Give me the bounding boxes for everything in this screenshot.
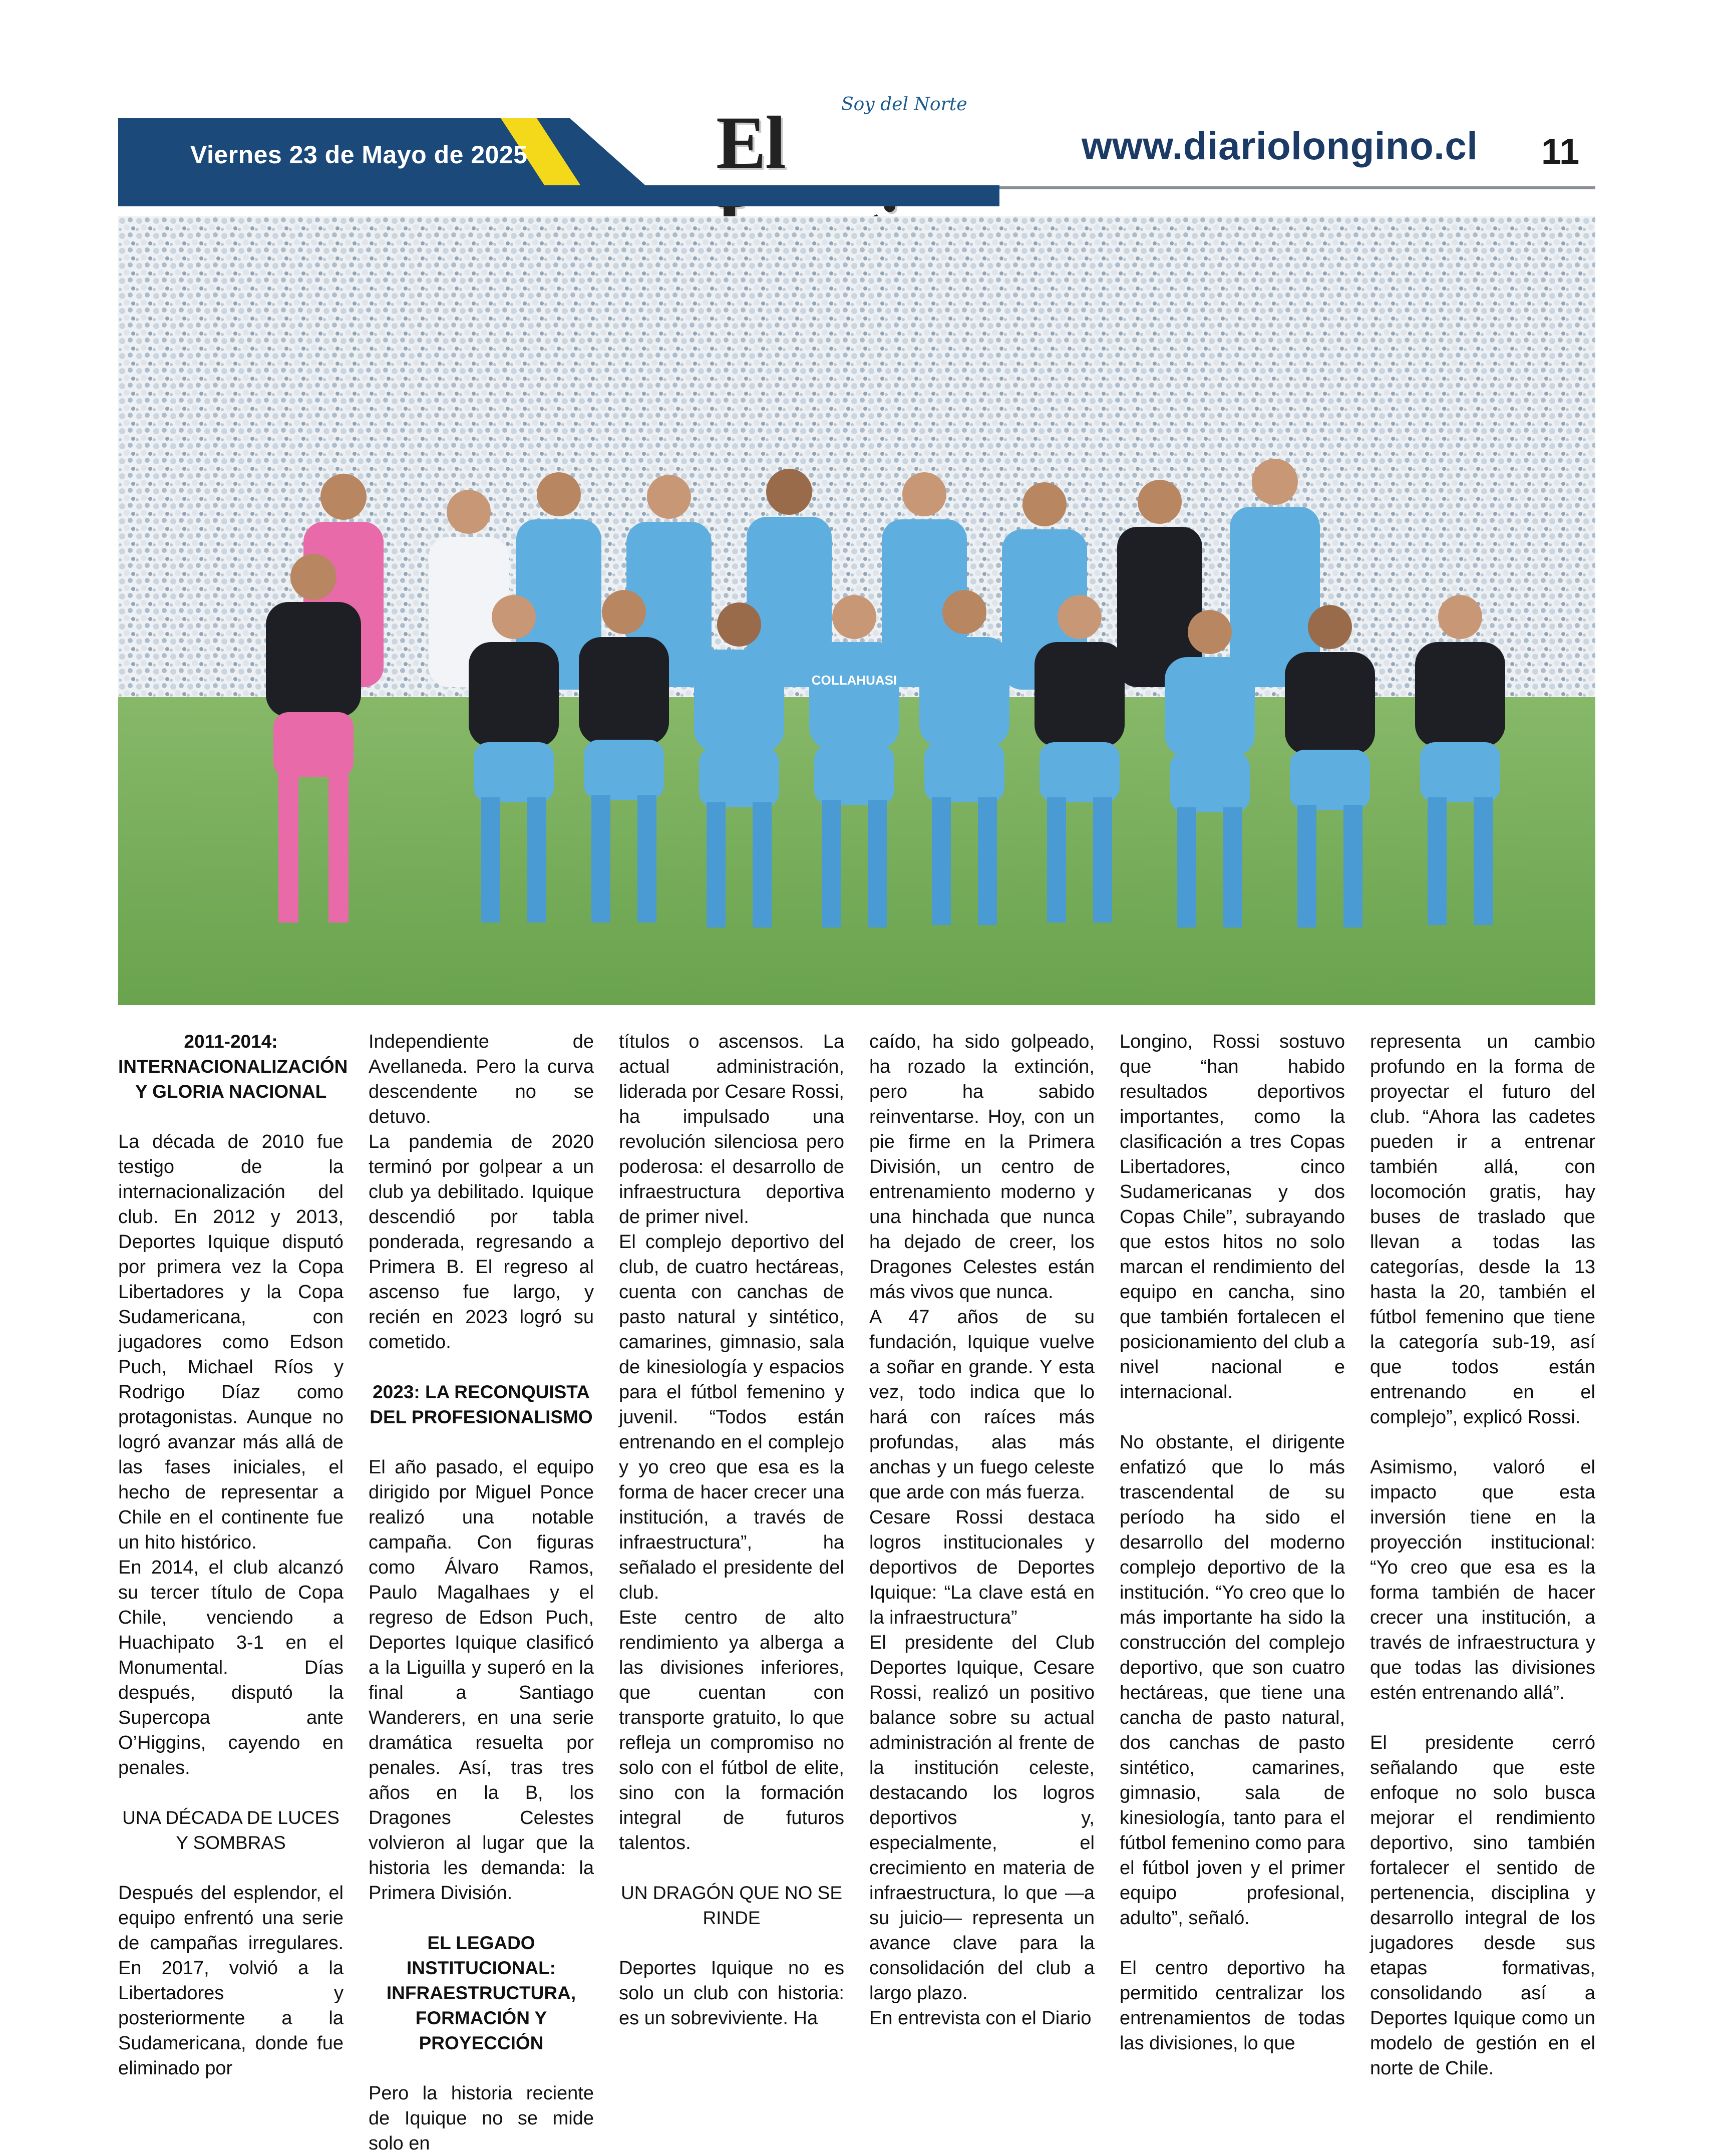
paragraph: títulos o ascensos. La actual administración, liderada por Cesare Rossi, ha impulsado una revolución silenciosa pero poderosa: el desarrollo de infraestructura deportiva de primer nivel. — [619, 1031, 844, 1227]
article-column-4 — [869, 1029, 1095, 2031]
paragraph: Después del esplendor, el equipo enfrentó una serie de campañas irregulares. En 2017, volvió a la Libertadores y posteriormente a la Sudamericana, donde fue eliminado por — [118, 1883, 344, 2079]
paragraph: En entrevista con el Diario — [869, 2008, 1092, 2029]
page-number: 11 — [1541, 132, 1580, 172]
paragraph: Deportes Iquique no es solo un club con historia: es un sobreviviente. Ha — [619, 1958, 844, 2029]
article-column-1 — [118, 1029, 348, 2081]
page-header — [0, 0, 1715, 210]
subheading-decada: UNA DÉCADA DE LUCES Y SOMBRAS — [122, 1807, 339, 1853]
header-rule-gray — [999, 186, 1595, 189]
paragraph: La década de 2010 fue testigo de la internacionalización del club. En 2012 y 2013, Deportes Iquique disputó por primera vez la Copa Libertadores y la Copa Sudamericana, con jugadores como Edson Puch, Michael Ríos y Rodrigo Díaz como protagonistas. Aunque no logró avanzar más allá de las fases iniciales, el hecho de representar a Chile en el continente fue un hito histórico. — [118, 1131, 344, 1553]
paragraph: caído, ha sido golpeado, ha rozado la extinción, pero ha sabido reinventarse. Hoy, con un pie firme en la Primera División, un centro de entrenamiento moderno y una hinchada que nunca ha dejado de creer, los Dragones Celestes están más vivos que nunca. — [869, 1031, 1095, 1303]
logo-tagline: Soy del Norte — [841, 94, 967, 115]
subheading-internacionalizacion: 2011-2014: INTERNACIONALIZACIÓN Y GLORIA NACIONAL — [118, 1031, 348, 1102]
team-photo-illustration — [118, 216, 1595, 1005]
paragraph: Cesare Rossi destaca logros institucionales y deportivos de Deportes Iquique: “La clave está en la infraestructura” — [869, 1507, 1095, 1628]
issue-date: Viernes 23 de Mayo de 2025 — [190, 141, 528, 169]
paragraph: A 47 años de su fundación, Iquique vuelve a soñar en grande. Y esta vez, todo indica que lo hará con raíces más profundas, alas más anchas y un fuego celeste que arde con más fuerza. — [869, 1307, 1095, 1503]
article-column-3 — [619, 1029, 844, 2031]
logo-wordmark: El — [716, 101, 785, 184]
article-column-2 — [369, 1029, 594, 2156]
paragraph: representa un cambio profundo en la forma de proyectar el futuro del club. “Ahora las cadetes pueden ir a entrenar también allá, con locomoción gratis, hay buses de traslado que llevan a todas las categorías, desde la 13 hasta la 20, también el fútbol femenino que tiene la categoría sub-19, así que todos están entrenando en el complejo”, explicó Rossi. — [1370, 1031, 1595, 1428]
paragraph: Pero la historia reciente de Iquique no se mide solo en — [369, 2083, 594, 2154]
subheading-dragon: UN DRAGÓN QUE NO SE RINDE — [621, 1883, 842, 1928]
paragraph: El complejo deportivo del club, de cuatro hectáreas, cuenta con canchas de pasto natural y sintético, camarines, gimnasio, sala de kinesiología y espacios para el fútbol femenino y juvenil. “Todos están entrenando en el complejo y yo creo que esa es la forma de hacer crecer una institución, a través de infraestructura”, ha señalado el presidente del club. — [619, 1231, 844, 1603]
website-link[interactable]: www.diariolongino.cl — [1082, 124, 1478, 168]
paragraph: El centro deportivo ha permitido centralizar los entrenamientos de todas las divisiones, lo que — [1120, 1958, 1345, 2054]
paragraph: No obstante, el dirigente enfatizó que lo más trascendental de su período ha sido el desarrollo del moderno complejo deportivo de la institución. “Yo creo que lo más importante ha sido la construcción del complejo deportivo, que son cuatro hectáreas, que tiene una cancha de pasto natural, dos canchas de pasto sintético, camarines, gimnasio, sala de kinesiología, tanto para el fútbol femenino como para el fútbol joven y el primer equipo profesional, adulto”, señaló. — [1120, 1432, 1345, 1929]
jersey-sponsor: COLLAHUASI — [811, 673, 897, 688]
subheading-legado: EL LEGADO INSTITUCIONAL: INFRAESTRUCTURA, FORMACIÓN Y PROYECCIÓN — [386, 1933, 576, 2053]
paragraph: Asimismo, valoró el impacto que esta inversión tiene en la proyección institucional: “Yo creo que esa es la forma también de hacer crecer una institución, a través de infraestructura y que todas las divisiones estén entrenando allá”. — [1370, 1457, 1595, 1703]
header-rule-blue — [118, 185, 999, 206]
paragraph: Longino, Rossi sostuvo que “han habido resultados deportivos importantes, como la clasificación a tres Copas Libertadores, cinco Sudamericanas y dos Copas Chile”, subrayando que estos hitos no solo marcan el rendimiento del equipo en cancha, sino que también fortalecen el posicionamiento del club a nivel nacional e internacional. — [1120, 1031, 1345, 1403]
paragraph: Este centro de alto rendimiento ya alberga a las divisiones inferiores, que cuentan con transporte gratuito, lo que refleja un compromiso no solo con el fútbol de elite, sino con la formación integral de futuros talentos. — [619, 1607, 844, 1854]
paragraph: En 2014, el club alcanzó su tercer título de Copa Chile, venciendo a Huachipato 3-1 en el Monumental. Días después, disputó la Supercopa ante O’Higgins, cayendo en penales. — [118, 1557, 344, 1778]
paragraph: El año pasado, el equipo dirigido por Miguel Ponce realizó una notable campaña. Con figuras como Álvaro Ramos, Paulo Magalhaes y el regreso de Edson Puch, Deportes Iquique clasificó a la Liguilla y superó en la final a Santiago Wanderers, en una serie dramática resuelta por penales. Así, tras tres años en la B, los Dragones Celestes volvieron al lugar que la historia les demanda: la Primera División. — [369, 1457, 594, 1904]
paragraph: La pandemia de 2020 terminó por golpear a un club ya debilitado. Iquique descendió por tabla ponderada, regresando a Primera B. El regreso al ascenso fue largo, y recién en 2023 logró su cometido. — [369, 1131, 594, 1353]
article-column-6 — [1370, 1029, 1595, 2081]
paragraph: Independiente de Avellaneda. Pero la curva descendente no se detuvo. — [369, 1031, 594, 1127]
team-photo — [118, 216, 1595, 1005]
paragraph: El presidente cerró señalando que este enfoque no solo busca mejorar el rendimiento deportivo, sino también fortalecer el sentido de pertenencia, disciplina y desarrollo integral de los jugadores desde sus etapas formativas, consolidando así a Deportes Iquique como un modelo de gestión en el norte de Chile. — [1370, 1732, 1595, 2079]
newspaper-logo[interactable] — [716, 94, 1057, 185]
paragraph: El presidente del Club Deportes Iquique, Cesare Rossi, realizó un positivo balance sobre su actual administración al frente de la institución celeste, destacando los logros deportivos y, especialmente, el crecimiento en materia de infraestructura, lo que —a su juicio— representa un avance clave para la consolidación del club a largo plazo. — [869, 1632, 1095, 2004]
article-column-5 — [1120, 1029, 1345, 2056]
subheading-reconquista: 2023: LA RECONQUISTA DEL PROFESIONALISMO — [370, 1382, 593, 1427]
